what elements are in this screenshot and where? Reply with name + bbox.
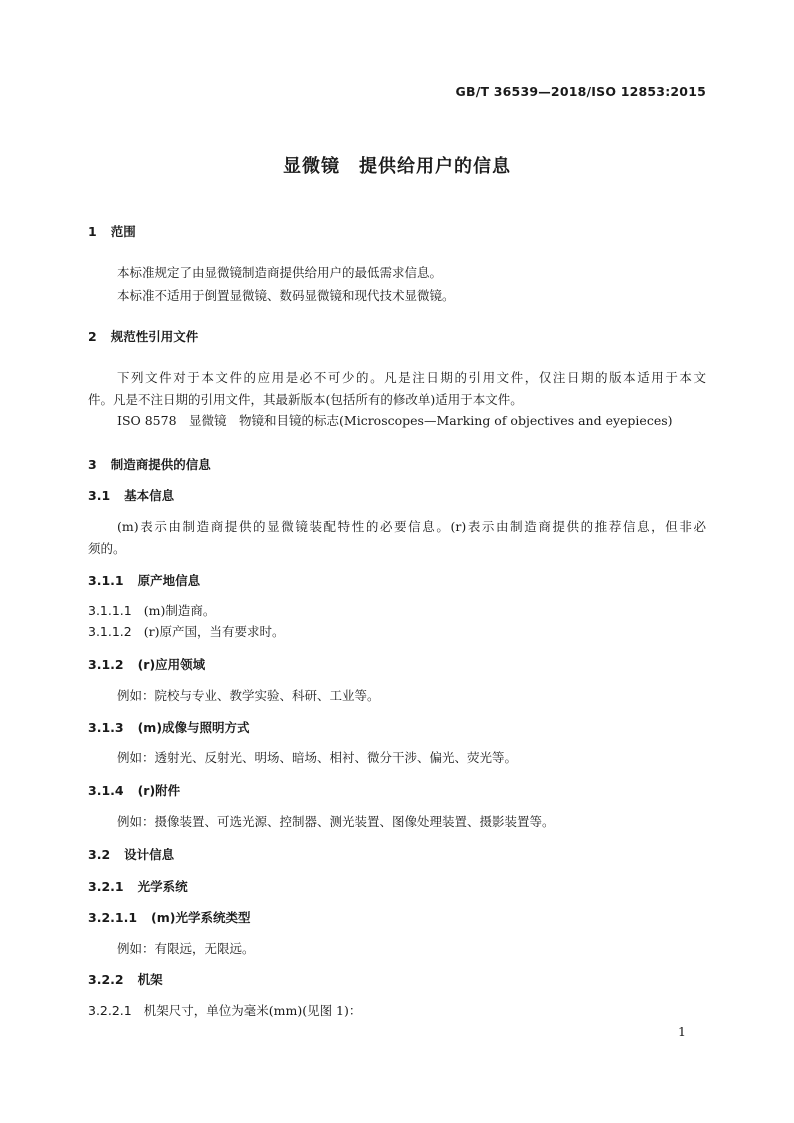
clause-text: (m)制造商。: [143, 603, 216, 618]
section-title: 基本信息: [124, 488, 175, 503]
section-number: 3.1.3: [88, 720, 124, 735]
subsection-heading: [88, 718, 250, 736]
section-title: 原产地信息: [137, 573, 201, 588]
subsection-heading: [88, 845, 174, 863]
section-number: 3.2.1: [88, 879, 124, 894]
section-title: (r)应用领域: [137, 657, 206, 672]
clause-text: 机架尺寸，单位为毫米(mm)(见图 1)：: [143, 1003, 362, 1018]
section-title: 规范性引用文件: [110, 329, 199, 344]
section-title: (m)成像与照明方式: [137, 720, 250, 735]
section-title: (m)光学系统类型: [151, 910, 251, 925]
section-3-heading: [88, 455, 211, 473]
section-1-heading: [88, 222, 136, 240]
section-title: 制造商提供的信息: [110, 457, 211, 472]
subsection-heading: [88, 655, 205, 673]
clause-number: 3.2.2.1: [88, 1003, 132, 1018]
section-number: 2: [88, 329, 97, 344]
paragraph: 例如：透射光、反射光、明场、暗场、相衬、微分干涉、偏光、荧光等。: [117, 750, 518, 765]
section-number: 3.2.2: [88, 972, 124, 987]
standard-code: GB/T 36539—2018/ISO 12853:2015: [455, 84, 706, 99]
subsection-heading: [88, 877, 188, 895]
paragraph-line: 须的。: [88, 541, 126, 556]
clause-item: [88, 1001, 361, 1019]
section-number: 3.2: [88, 847, 111, 862]
section-number: 3.1.2: [88, 657, 124, 672]
paragraph: 例如：院校与专业、教学实验、科研、工业等。: [117, 688, 380, 703]
paragraph-line: (m)表示由制造商提供的显微镜装配特性的必要信息。(r)表示由制造商提供的推荐信息，但非必: [117, 519, 706, 534]
section-title: (r)附件: [137, 783, 181, 798]
section-title: 设计信息: [124, 847, 175, 862]
clause-text: (r)原产国，当有要求时。: [143, 624, 285, 639]
section-2-heading: [88, 327, 198, 345]
subsection-heading: [88, 571, 200, 589]
section-title: 机架: [137, 972, 163, 987]
clause-number: 3.1.1.1: [88, 603, 132, 618]
section-number: 1: [88, 224, 97, 239]
section-title: 光学系统: [137, 879, 188, 894]
paragraph: 本标准规定了由显微镜制造商提供给用户的最低需求信息。: [117, 265, 443, 280]
page-number: 1: [678, 1024, 686, 1039]
section-title: 范围: [110, 224, 136, 239]
paragraph-line: 下列文件对于本文件的应用是必不可少的。凡是注日期的引用文件，仅注日期的版本适用于本文: [117, 370, 706, 385]
section-number: 3.2.1.1: [88, 910, 138, 925]
document-title: 显微镜 提供给用户的信息: [283, 156, 511, 177]
clause-item: [88, 601, 215, 619]
subsection-heading: [88, 970, 163, 988]
clause-number: 3.1.1.2: [88, 624, 132, 639]
section-number: 3: [88, 457, 97, 472]
subsection-heading: [88, 486, 174, 504]
paragraph: 例如：摄像装置、可选光源、控制器、测光装置、图像处理装置、摄影装置等。: [117, 814, 555, 829]
paragraph-line: 件。凡是不注日期的引用文件，其最新版本(包括所有的修改单)适用于本文件。: [88, 392, 523, 407]
subsection-heading: [88, 908, 251, 926]
paragraph: 本标准不适用于倒置显微镜、数码显微镜和现代技术显微镜。: [117, 288, 455, 303]
section-number: 3.1.1: [88, 573, 124, 588]
section-number: 3.1.4: [88, 783, 124, 798]
normative-reference: ISO 8578 显微镜 物镜和目镜的标志(Microscopes—Marking of objectives and eyepieces): [117, 413, 673, 428]
clause-item: [88, 622, 284, 640]
paragraph: 例如：有限远，无限远。: [117, 941, 255, 956]
subsection-heading: [88, 781, 180, 799]
section-number: 3.1: [88, 488, 111, 503]
